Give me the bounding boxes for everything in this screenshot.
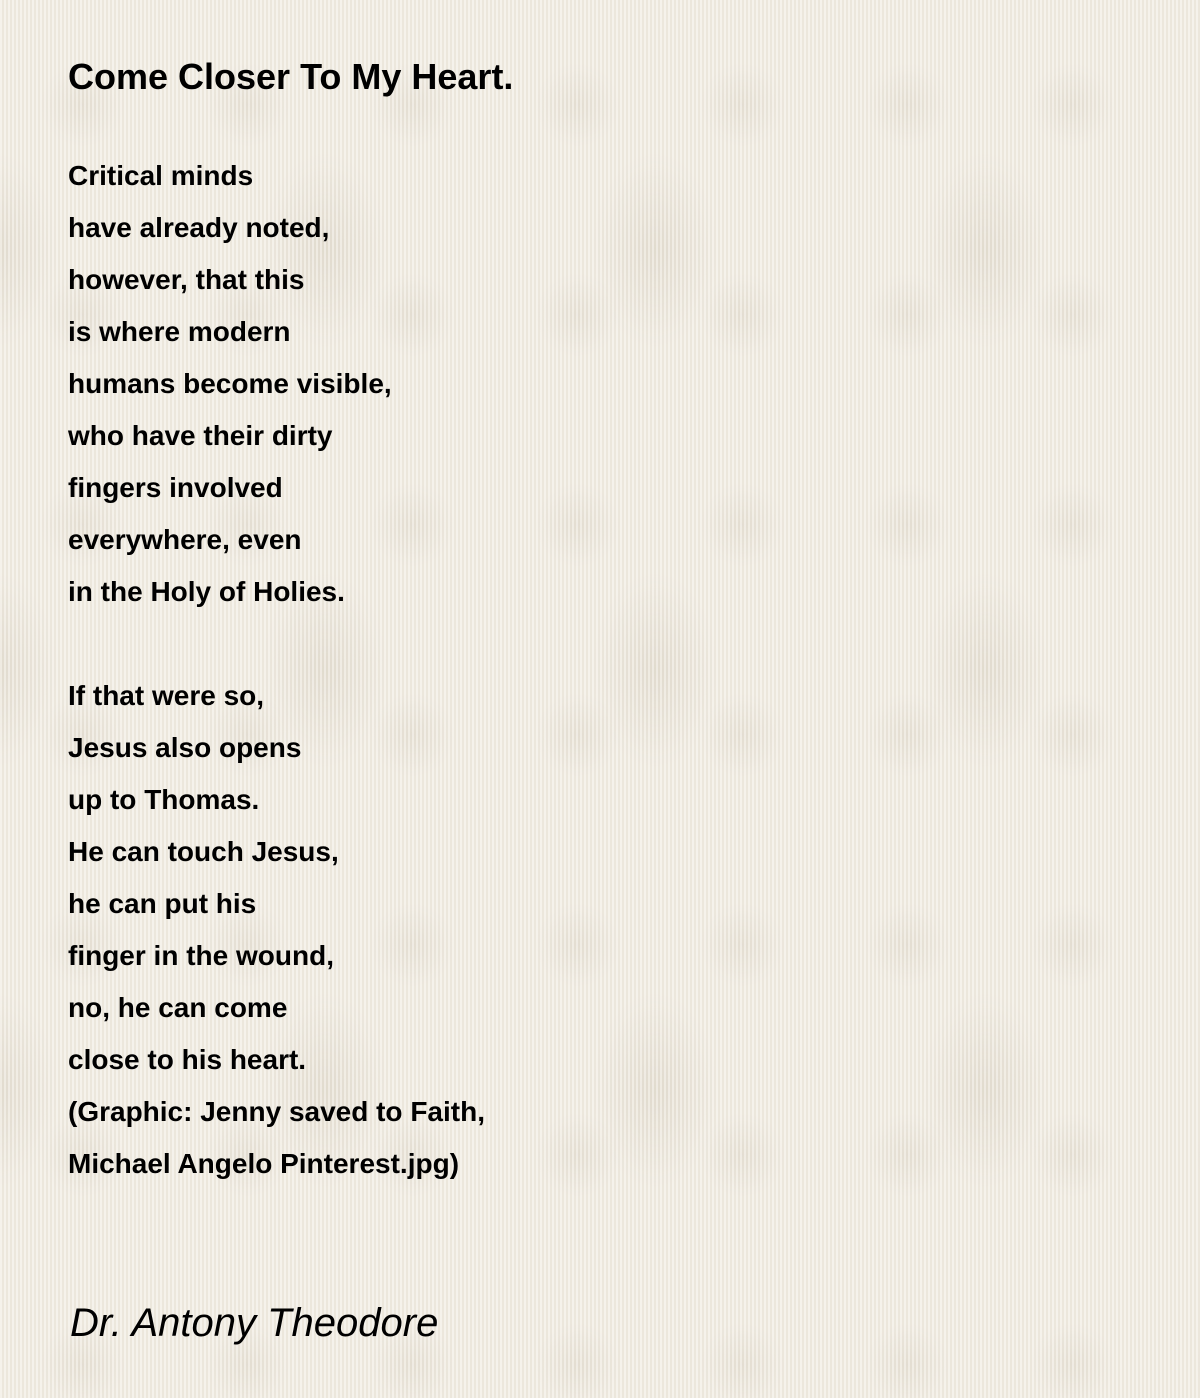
stanza-break <box>68 618 485 670</box>
poem-line: He can touch Jesus, <box>68 836 339 867</box>
poem-line: humans become visible, <box>68 368 392 399</box>
poem-line: finger in the wound, <box>68 940 334 971</box>
poem-line: have already noted, <box>68 212 330 243</box>
poem-line: Michael Angelo Pinterest.jpg) <box>68 1148 460 1179</box>
poem-line: everywhere, even <box>68 524 302 555</box>
poem-line: If that were so, <box>68 680 265 711</box>
poem-body <box>68 150 485 1190</box>
poem-line: (Graphic: Jenny saved to Faith, <box>68 1096 485 1127</box>
poem-author: Dr. Antony Theodore <box>70 1301 439 1345</box>
poem-line: who have their dirty <box>68 420 333 451</box>
poem-line: close to his heart. <box>68 1044 307 1075</box>
poem-line: up to Thomas. <box>68 784 260 815</box>
poem-title: Come Closer To My Heart. <box>68 56 514 97</box>
poem-line: is where modern <box>68 316 291 347</box>
poem-line: fingers involved <box>68 472 283 503</box>
poem-line: Jesus also opens <box>68 732 302 763</box>
poem-page <box>68 0 1168 1398</box>
poem-line: no, he can come <box>68 992 288 1023</box>
poem-line: Critical minds <box>68 160 254 191</box>
poem-line: he can put his <box>68 888 257 919</box>
poem-line: however, that this <box>68 264 305 295</box>
poem-line: in the Holy of Holies. <box>68 576 345 607</box>
